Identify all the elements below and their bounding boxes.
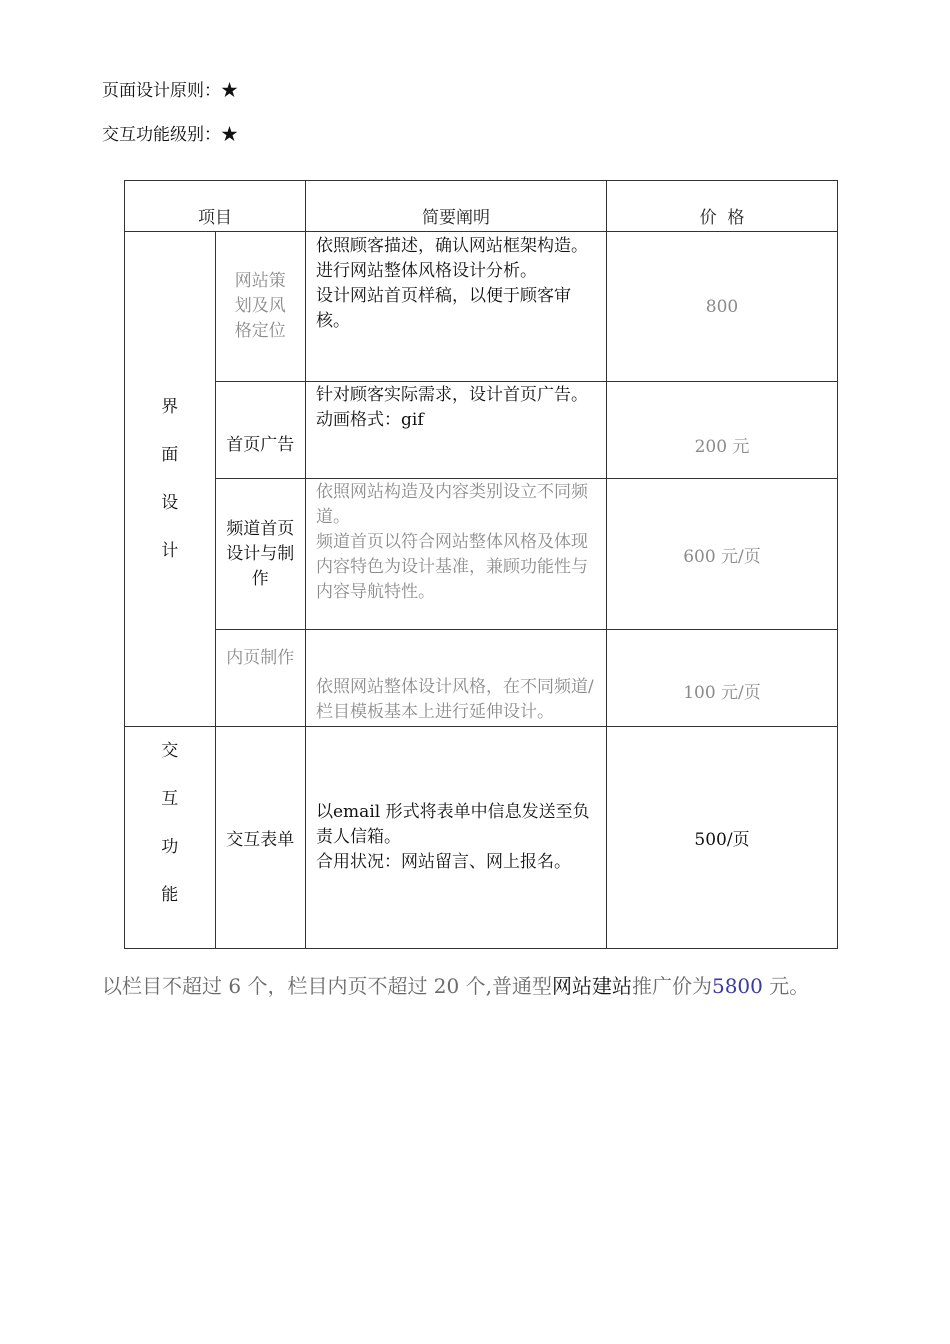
item-cell: 交互表单 xyxy=(215,727,306,949)
desc-cell: 依照网站整体设计风格，在不同频道/栏目模板基本上进行延伸设计。 xyxy=(306,630,607,727)
price-cell: 800 xyxy=(607,232,838,382)
header-price: 价 格 xyxy=(607,181,838,232)
pricing-table xyxy=(124,180,838,949)
table-row xyxy=(125,232,838,382)
header-desc: 简要阐明 xyxy=(306,181,607,232)
header-item: 项目 xyxy=(125,181,306,232)
price-cell: 100 元/页 xyxy=(607,630,838,727)
item-cell: 网站策划及风格定位 xyxy=(215,232,306,382)
table-row xyxy=(125,727,838,949)
design-principle-label: 页面设计原则： xyxy=(102,81,221,101)
footer-price: 5800 xyxy=(711,974,763,998)
table-header-row xyxy=(125,181,838,232)
footer-note: 以栏目不超过 6 个，栏目内页不超过 20 个,普通型网站建站推广价为5800 元。 xyxy=(102,974,810,998)
desc-cell: 依照网站构造及内容类别设立不同频道。 频道首页以符合网站整体风格及体现内容特色为设计基准，兼顾功能性与内容导航特性。 xyxy=(306,479,607,630)
price-cell: 500/页 xyxy=(607,727,838,949)
item-cell: 首页广告 xyxy=(215,382,306,479)
price-cell: 600 元/页 xyxy=(607,479,838,630)
desc-cell: 以email 形式将表单中信息发送至负责人信箱。 合用状况：网站留言、网上报名。 xyxy=(306,727,607,949)
desc-cell: 针对顾客实际需求，设计首页广告。动画格式：gif xyxy=(306,382,607,479)
desc-cell: 依照顾客描述，确认网站框架构造。 进行网站整体风格设计分析。 设计网站首页样稿，以便于顾客审核。 xyxy=(306,232,607,382)
table-row xyxy=(125,479,838,630)
item-cell: 内页制作 xyxy=(215,630,306,727)
category-interface-design: 界 面 设 计 xyxy=(125,232,216,727)
table-row xyxy=(125,382,838,479)
star-icon: ★ xyxy=(221,81,238,101)
category-interactive-function: 交 互 功 能 xyxy=(125,727,216,949)
footer-highlight: 网站建站 xyxy=(551,974,632,998)
interaction-level-label: 交互功能级别： xyxy=(102,125,221,145)
design-principle-line xyxy=(102,76,238,101)
star-icon: ★ xyxy=(221,125,238,145)
interaction-level-line xyxy=(102,120,238,145)
price-cell: 200 元 xyxy=(607,382,838,479)
table-row xyxy=(125,630,838,727)
item-cell: 频道首页设计与制作 xyxy=(215,479,306,630)
